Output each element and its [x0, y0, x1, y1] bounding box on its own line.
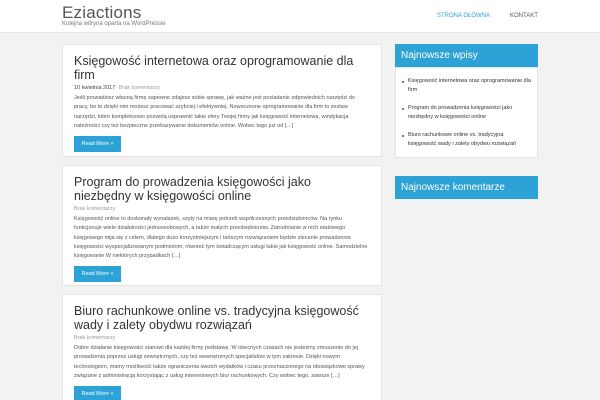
- post-comments-link[interactable]: Brak komentarzy: [74, 206, 116, 212]
- nav-item-contact[interactable]: KONTAKT: [510, 13, 538, 19]
- post-card: [62, 165, 382, 286]
- read-more-button[interactable]: Read More »: [74, 386, 121, 400]
- post-title[interactable]: Program do prowadzenia księgowości jako niezbędny w księgowości online: [74, 175, 311, 203]
- recent-comments-widget-title: Najnowsze komentarze: [395, 176, 538, 199]
- post-comments-link[interactable]: Brak komentarzy: [74, 335, 116, 341]
- recent-post-item: [406, 99, 531, 126]
- post-excerpt: Księgowość online to doskonały wynalazek, szyty na miarę potrzeb współczesnych przedsiębiorców. Na rynku funkcjonuje wiele działalności jednoosobowych, a także małych przedsiębiorstw. Zatrudnianie w nich etatowego księgowego mija się z celem, dlatego dużo korzystniejszym i tańszym rozwiązaniem będzie zlecanie prowadzenia księgowości wyspecjalizowanym podmiotom, również tym świadczącym usługi takie jak księgowość online. Samodzielne księgowanie W niektórych przypadkach […]: [74, 216, 368, 260]
- nav-item-home[interactable]: STRONA GŁÓWNA: [437, 13, 491, 19]
- post-title[interactable]: Księgowość internetowa oraz oprogramowanie dla firm: [74, 54, 354, 82]
- recent-post-link[interactable]: Program do prowadzenia księgowości jako niezbędny w księgowości online: [408, 105, 513, 120]
- site-title[interactable]: Eziactions: [62, 3, 142, 22]
- site-header: [0, 0, 600, 33]
- read-more-button[interactable]: Read More »: [74, 136, 121, 152]
- recent-posts-list: [395, 67, 538, 158]
- recent-post-link[interactable]: Księgowość internetowa oraz oprogramowanie dla firm: [408, 78, 531, 93]
- post-card: [62, 44, 382, 157]
- post-meta: [74, 335, 370, 341]
- post-excerpt: Dobre działanie księgowości stanowi dla każdej firmy podstawę. W obecnych czasach nie jesteśmy zmuszenie do jej prowadzenia poprzez usługi zewnętrznych, czy też wewnętrznych specjalistów w tym zakresie. Dzięki nowym technologiom, mamy możliwość także ograniczenia swoich wydatków i czasu przeznaczonego na obowiązkowe sprawy związane z administracją korzystając z usług internetowych biur rachunkowych. Czy wobec tego, zawsze […]: [74, 345, 365, 379]
- recent-post-link[interactable]: Biuro rachunkowe online vs. tradycyjna księgowość wady i zalety obydwu rozwiązań: [408, 132, 517, 147]
- post-date[interactable]: 10 kwietnia 2017: [74, 85, 116, 91]
- recent-post-item: [406, 72, 531, 99]
- post-meta: [74, 85, 370, 91]
- main-nav: [427, 0, 548, 33]
- recent-post-item: [406, 126, 531, 153]
- site-description: Kolejna witryna oparta na WordPressie: [62, 21, 166, 27]
- recent-posts-widget-title: Najnowsze wpisy: [395, 44, 538, 67]
- post-comments-link[interactable]: Brak komentarzy: [118, 85, 161, 91]
- post-title[interactable]: Biuro rachunkowe online vs. tradycyjna księgowość wady i zalety obydwu rozwiązań: [74, 304, 359, 332]
- read-more-button[interactable]: Read More »: [74, 266, 121, 282]
- post-excerpt: Jeśli prowadzisz własną firmę zapewne zdajesz sobie sprawę, jak ważne jest posiadanie odpowiednich narzędzi do pracy, bo to dzięki nim możesz pracować szybciej i efektywniej. Nowoczesne oprogramowanie dla firm to zestaw narzędzi, które kompleksowo pozwolą usprawnić takie sfery Twojej firmy jak księgowość internetowa, windykacja należności czy też bezpieczne przekazywanie dokumentów online. Wobec tego już od […]: [74, 95, 355, 129]
- post-card: [62, 294, 382, 400]
- post-meta: [74, 206, 370, 212]
